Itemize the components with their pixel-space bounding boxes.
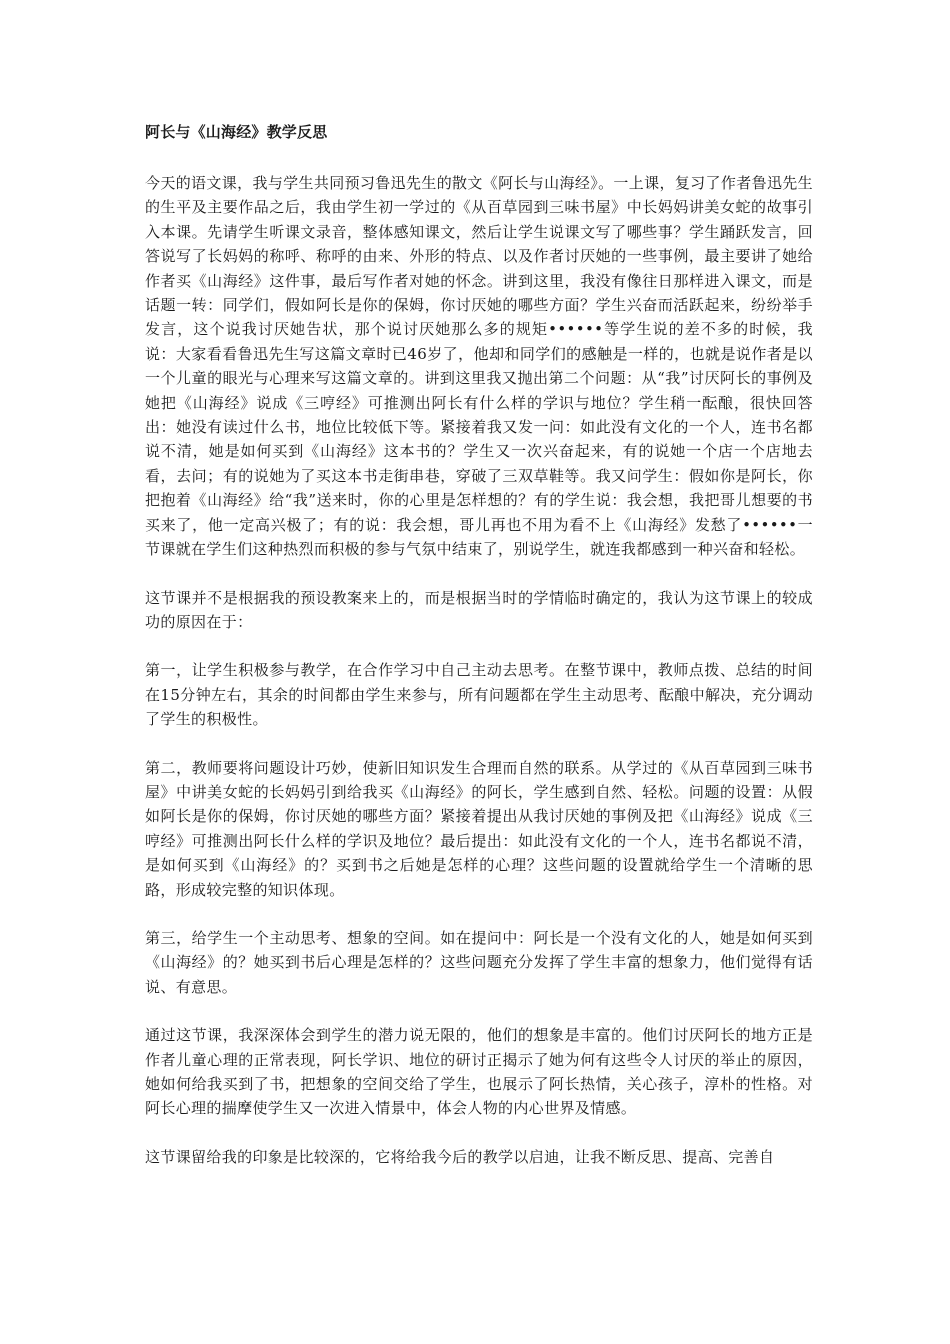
- paragraph-1: 今天的语文课，我与学生共同预习鲁迅先生的散文《阿长与山海经》。一上课，复习了作者鲁迅先生的生平及主要作品之后，我由学生初一学过的《从百草园到三味书屋》中长妈妈讲美女蛇的故事引入本课。先请学生听课文录音，整体感知课文，然后让学生说课文写了哪些事？学生踊跃发言，回答说写了长妈妈的称呼、称呼的由来、外形的特点、以及作者讨厌她的一些事例，最主要讲了她给作者买《山海经》这件事，最后写作者对她的怀念。讲到这里，我没有像往日那样进入课文，而是话题一转：同学们，假如阿长是你的保姆，你讨厌她的哪些方面？学生兴奋而活跃起来，纷纷举手发言，这个说我讨厌她告状，那个说讨厌她那么多的规矩••••••等学生说的差不多的时候，我说：大家看看鲁迅先生写这篇文章时已46岁了，他却和同学们的感触是一样的，也就是说作者是以一个儿童的眼光与心理来写这篇文章的。讲到这里我又抛出第二个问题：从“我”讨厌阿长的事例及她把《山海经》说成《三哼经》可推测出阿长有什么样的学识与地位？学生稍一酝酿，很快回答出：她没有读过什么书，地位比较低下等。紧接着我又发一问：如此没有文化的一个人，连书名都说不清，她是如何买到《山海经》这本书的？学生又一次兴奋起来，有的说她一个店一个店地去看，去问；有的说她为了买这本书走街串巷，穿破了三双草鞋等。我又问学生：假如你是阿长，你把抱着《山海经》给“我”送来时，你的心里是怎样想的？有的学生说：我会想，我把哥儿想要的书买来了，他一定高兴极了；有的说：我会想，哥儿再也不用为看不上《山海经》发愁了••••••一节课就在学生们这种热烈而积极的参与气氛中结束了，别说学生，就连我都感到一种兴奋和轻松。: [145, 174, 813, 559]
- paragraph-3: 第一，让学生积极参与教学，在合作学习中自己主动去思考。在整节课中，教师点拨、总结的时间在15分钟左右，其余的时间都由学生来参与，所有问题都在学生主动思考、酝酿中解决，充分调动了学生的积极性。: [145, 661, 813, 729]
- paragraph-5: 第三，给学生一个主动思考、想象的空间。如在提问中：阿长是一个没有文化的人，她是如何买到《山海经》的？她买到书后心理是怎样的？这些问题充分发挥了学生丰富的想象力，他们觉得有话说、有意思。: [145, 928, 813, 996]
- paragraph-2: 这节课并不是根据我的预设教案来上的，而是根据当时的学情临时确定的，我认为这节课上的较成功的原因在于：: [145, 588, 813, 631]
- document-title: 阿长与《山海经》教学反思: [145, 123, 328, 141]
- paragraph-4: 第二，教师要将问题设计巧妙，使新旧知识发生合理而自然的联系。从学过的《从百草园到三味书屋》中讲美女蛇的长妈妈引到给我买《山海经》的阿长，学生感到自然、轻松。问题的设置：从假如阿长是你的保姆，你讨厌她的哪些方面？紧接着提出从我讨厌她的事例及把《山海经》说成《三哼经》可推测出阿长什么样的学识及地位？最后提出：如此没有文化的一个人，连书名都说不清，是如何买到《山海经》的？买到书之后她是怎样的心理？这些问题的设置就给学生一个清晰的思路，形成较完整的知识体现。: [145, 758, 813, 899]
- document-page: [145, 120, 813, 1193]
- paragraph-7: 这节课留给我的印象是比较深的，它将给我今后的教学以启迪，让我不断反思、提高、完善自: [145, 1147, 775, 1166]
- paragraph-6: 通过这节课，我深深体会到学生的潜力说无限的，他们的想象是丰富的。他们讨厌阿长的地方正是作者儿童心理的正常表现，阿长学识、地位的研讨正揭示了她为何有这些令人讨厌的举止的原因，她如何给我买到了书，把想象的空间交给了学生，也展示了阿长热情，关心孩子，淳朴的性格。对阿长心理的揣摩使学生又一次进入情景中，体会人物的内心世界及情感。: [145, 1026, 813, 1118]
